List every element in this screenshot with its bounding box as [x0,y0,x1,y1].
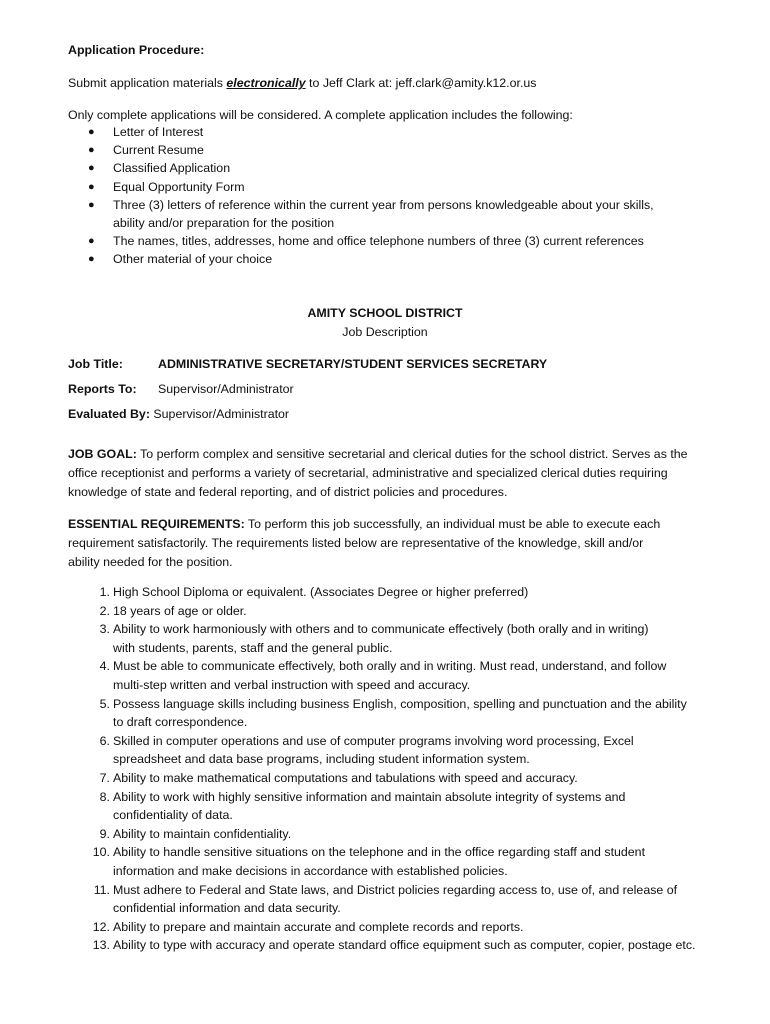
list-item-text: Ability to type with accuracy and operate standard office equipment such as computer, copier, postage etc. [113,938,696,953]
list-item [88,881,738,918]
evaluated-by-value: Supervisor/Administrator [153,407,290,421]
list-number: 7. [99,770,110,785]
application-items-list [88,123,728,269]
list-number: 2. [99,603,110,618]
list-item-text: multi-step written and verbal instruction with speed and accuracy. [113,677,471,692]
requirements-line-1: ESSENTIAL REQUIREMENTS: To perform this job successfully, an individual must be able to execute each [68,517,661,531]
list-number: 1. [99,585,110,599]
list-item [88,583,738,602]
reports-to-label: Reports To: [68,382,137,396]
list-item [88,788,738,825]
list-item: ● Other material of your choice [88,250,728,268]
list-item-text: Must be able to communicate effectively, both orally and in writing. Must read, understand, and follow [113,659,667,674]
job-goal-label: JOB GOAL: [68,447,137,461]
list-item: ● The names, titles, addresses, home and office telephone numbers of three (3) current references [88,232,728,250]
list-item [88,602,738,621]
list-item: ● Three (3) letters of reference within the current year from persons knowledgeable about your skills, ability and/or preparation for the position [88,197,654,231]
evaluated-by-row [68,406,289,422]
list-item [88,695,738,732]
bullet-icon: ● [88,126,95,138]
list-number: 12. [92,919,110,934]
list-item-text: Skilled in computer operations and use of computer programs involving word processing, Excel [113,733,634,748]
requirements-list [88,583,738,955]
list-number: 4. [99,659,110,674]
evaluated-by-label: Evaluated By: [68,407,150,421]
list-item-text: Must adhere to Federal and State laws, and District policies regarding access to, use of, and release of [113,882,678,897]
job-title-label: Job Title: [68,357,123,371]
submit-emphasis: electronically [226,76,306,90]
list-item-text: with students, parents, staff and the general public. [113,640,393,655]
district-name: AMITY SCHOOL DISTRICT [307,306,463,320]
list-item: ● Current Resume [88,141,728,159]
list-item [88,657,738,694]
list-item-text: confidential information and data security. [113,901,341,916]
list-item [88,918,738,937]
list-number: 10. [92,845,110,860]
list-item: ● Classified Application [88,159,728,177]
bullet-icon: ● [88,180,95,193]
list-item-text: Ability to handle sensitive situations on the telephone and in the office regarding staff and student [113,845,646,860]
document-subtitle: Job Description [342,325,428,339]
list-item-text: Possess language skills including business English, composition, spelling and punctuation and the ability [113,696,687,711]
list-item [88,620,738,657]
list-number: 9. [99,826,110,841]
list-item-text: Ability to work with highly sensitive information and maintain absolute integrity of systems and [113,789,626,804]
list-item: ● Equal Opportunity Form [88,178,728,196]
list-item-text: to draft correspondence. [113,715,248,730]
list-item-text: confidentiality of data. [113,808,233,823]
job-goal-line-2: office receptionist and performs a variety of secretarial, administrative and specialized clerical duties requiring [68,466,668,480]
list-item: ● Letter of Interest [88,123,728,141]
requirements-line-3: ability needed for the position. [68,555,233,569]
job-title-row [68,356,547,372]
list-item-text: 18 years of age or older. [113,603,247,618]
submit-instructions [68,75,537,91]
list-item-text: Ability to maintain confidentiality. [113,826,292,841]
list-number: 11. [93,882,110,897]
submit-text-before: Submit application materials [68,76,227,90]
reports-to-value: Supervisor/Administrator [158,382,294,396]
list-number: 5. [99,696,110,711]
requirements-label: ESSENTIAL REQUIREMENTS: [68,517,245,531]
bullet-icon: ● [88,198,95,211]
list-item-text: Ability to make mathematical computations and tabulations with speed and accuracy. [113,770,578,785]
procedure-intro: Only complete applications will be considered. A complete application includes the following: [68,108,573,122]
job-title-value: ADMINISTRATIVE SECRETARY/STUDENT SERVICES SECRETARY [158,357,548,371]
submit-text-after: to Jeff Clark at: jeff.clark@amity.k12.or.us [305,76,537,90]
reports-to-row [68,381,294,397]
list-item [88,769,738,788]
bullet-icon: ● [88,235,95,248]
list-item-text: spreadsheet and data base programs, including student information system. [113,752,530,767]
list-number: 8. [99,789,110,804]
list-item [88,936,738,955]
list-number: 3. [99,622,110,637]
list-item-text: Ability to prepare and maintain accurate and complete records and reports. [113,919,524,934]
bullet-icon: ● [88,144,95,157]
list-item [88,732,738,769]
list-item [88,825,738,844]
list-item-text: Ability to work harmoniously with others and to communicate effectively (both orally and in writing) [113,622,649,637]
procedure-heading: Application Procedure: [68,43,205,57]
bullet-icon: ● [88,253,95,266]
job-goal-line-1: JOB GOAL: To perform complex and sensitive secretarial and clerical duties for the school district. Serves as the [68,447,688,461]
list-number: 6. [99,733,110,748]
requirements-line-2: requirement satisfactorily. The requirements listed below are representative of the knowledge, skill and/or [68,536,644,550]
list-item [88,843,738,880]
list-item-text: High School Diploma or equivalent. (Associates Degree or higher preferred) [113,585,529,599]
bullet-icon: ● [88,162,95,175]
job-goal-line-3: knowledge of state and federal reporting, and of district policies and procedures. [68,485,508,499]
list-item-text: information and make decisions in accordance with established policies. [113,863,508,878]
list-number: 13. [92,938,110,953]
